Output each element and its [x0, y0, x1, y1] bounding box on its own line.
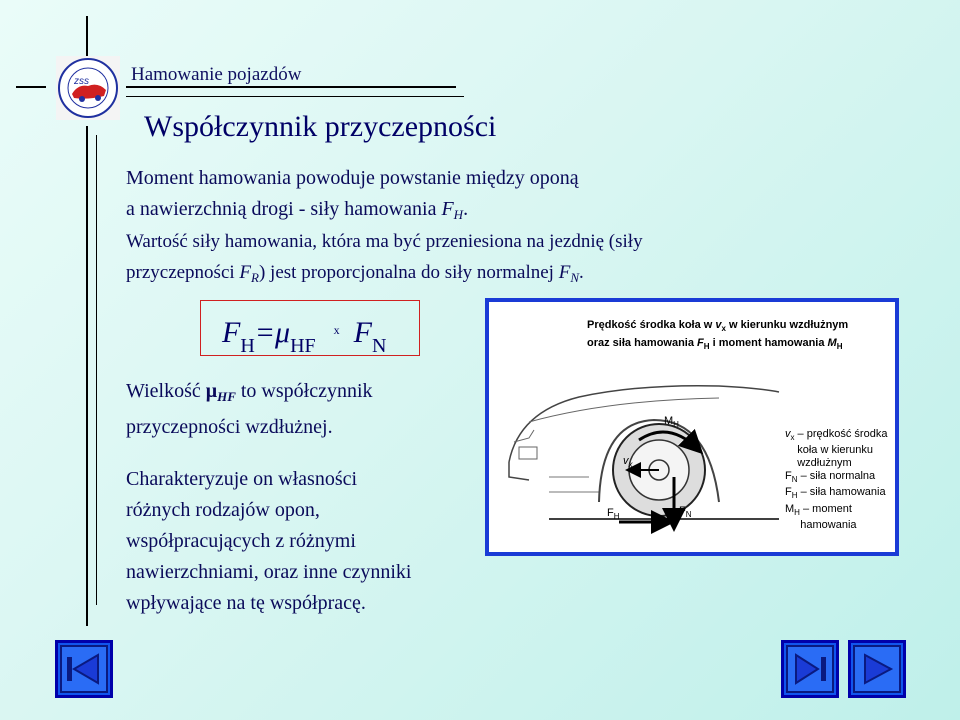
- paragraph-2-line-1: Wartość siły hamowania, która ma być przeniesiona na jezdnię (siły: [126, 231, 643, 252]
- dh2-sub1: H: [703, 342, 710, 352]
- legend-text: hamowania: [785, 518, 857, 531]
- p1-subscript: H: [453, 207, 464, 222]
- paragraph-4-line: nawierzchniami, oraz inne czynniki: [126, 561, 412, 583]
- dh1-text: Prędkość środka koła w: [587, 319, 716, 331]
- legend-item: [785, 486, 887, 502]
- paragraph-3: [126, 376, 373, 443]
- diagram-legend: [785, 428, 887, 532]
- decor-hline-1: [16, 86, 46, 88]
- formula-lhs: F: [222, 316, 241, 349]
- last-slide-button[interactable]: [781, 640, 839, 698]
- formula: [222, 316, 386, 358]
- p2-end: .: [578, 262, 584, 283]
- legend-sym: F: [785, 470, 792, 483]
- dh2-sym2: M: [827, 337, 837, 350]
- legend-text: – siła hamowania: [797, 486, 886, 499]
- p2-text-b: ) jest proporcjonalna do siły normalnej: [258, 262, 559, 283]
- first-slide-icon: [58, 643, 110, 695]
- dh2-text: oraz siła hamowania: [587, 337, 698, 350]
- paragraph-1-line-2: [126, 194, 579, 230]
- p1-text: a nawierzchnią drogi - siły hamowania: [126, 198, 442, 220]
- formula-rhs-sub: N: [372, 335, 387, 357]
- label-fn: $F_N$: [679, 505, 692, 519]
- paragraph-4-line: współpracujących z różnymi: [126, 530, 356, 552]
- legend-sub: H: [794, 507, 800, 517]
- legend-text: – moment: [799, 502, 852, 515]
- dh1-sym: v: [715, 319, 722, 331]
- formula-lhs-sub: H: [240, 335, 255, 357]
- paragraph-3-line-1: [126, 376, 373, 412]
- decor-vline-3: [96, 135, 97, 605]
- paragraph-1-line-1: Moment hamowania powoduje powstanie między oponą: [126, 167, 579, 189]
- p2-subscript-1: R: [251, 270, 259, 285]
- dh2-mid: i moment hamowania: [709, 337, 828, 350]
- formula-eq-mu: =μ: [254, 316, 291, 349]
- label-vx: $v_x$: [623, 455, 633, 469]
- p2-symbol-1: F: [239, 262, 252, 283]
- formula-times: x: [333, 323, 340, 337]
- p2-subscript-2: N: [570, 270, 579, 285]
- legend-sym: v: [785, 428, 791, 440]
- next-slide-icon: [851, 643, 903, 695]
- legend-sym: M: [785, 502, 795, 515]
- p2-text-a: przyczepności: [126, 262, 240, 283]
- legend-text: – siła normalna: [797, 470, 876, 483]
- last-slide-icon: [784, 643, 836, 695]
- legend-sym: F: [785, 486, 792, 499]
- header-title: Hamowanie pojazdów: [131, 64, 302, 85]
- legend-text: – prędkość środka: [794, 428, 888, 440]
- legend-item: [785, 470, 887, 486]
- label-mh: $M_H$: [664, 415, 679, 429]
- paragraph-2-line-2: [126, 257, 643, 293]
- dh1-end: w kierunku wzdłużnym: [725, 319, 849, 331]
- dh2-sub2: H: [836, 342, 843, 352]
- legend-sub: x: [790, 433, 795, 443]
- p3-mu: μ: [205, 380, 218, 402]
- decor-hline-2: [126, 86, 456, 88]
- formula-rhs: F: [353, 316, 372, 349]
- decor-vline-2: [86, 126, 88, 626]
- legend-sub: H: [791, 491, 798, 501]
- legend-text: wzdłużnym: [785, 457, 852, 470]
- paragraph-4: [126, 464, 411, 619]
- legend-sub: N: [791, 475, 798, 485]
- p3-text-b: to współczynnik: [235, 380, 373, 402]
- label-fh: $F_H$: [607, 507, 620, 521]
- decor-hline-3: [126, 96, 464, 97]
- legend-item: [785, 519, 887, 532]
- slide-title: Współczynnik przyczepności: [144, 110, 497, 143]
- dh2-sym1: F: [697, 337, 704, 350]
- p3-text-a: Wielkość: [126, 380, 206, 402]
- legend-item: [785, 428, 887, 444]
- braking-diagram: [485, 298, 899, 556]
- legend-text: koła w kierunku: [785, 444, 874, 457]
- school-logo: [56, 56, 120, 120]
- p1-end: .: [463, 198, 469, 220]
- paragraph-2: [126, 226, 643, 293]
- paragraph-1: [126, 163, 579, 230]
- legend-item: [785, 503, 887, 519]
- paragraph-4-line: wpływające na tę współpracę.: [126, 592, 366, 614]
- p2-symbol-2: F: [558, 262, 571, 283]
- paragraph-3-line-2: przyczepności wzdłużnej.: [126, 416, 333, 438]
- first-slide-button[interactable]: [55, 640, 113, 698]
- dh1-sub: x: [721, 324, 726, 334]
- next-slide-button[interactable]: [848, 640, 906, 698]
- p3-mu-sub: HF: [217, 389, 236, 404]
- svg-text:zss: zss: [74, 76, 89, 87]
- paragraph-4-line: Charakteryzuje on własności: [126, 468, 358, 490]
- formula-mu-sub: HF: [290, 335, 316, 357]
- paragraph-4-line: różnych rodzajów opon,: [126, 499, 320, 521]
- legend-item: [785, 457, 887, 470]
- legend-item: [785, 444, 887, 457]
- p1-symbol: F: [441, 198, 454, 220]
